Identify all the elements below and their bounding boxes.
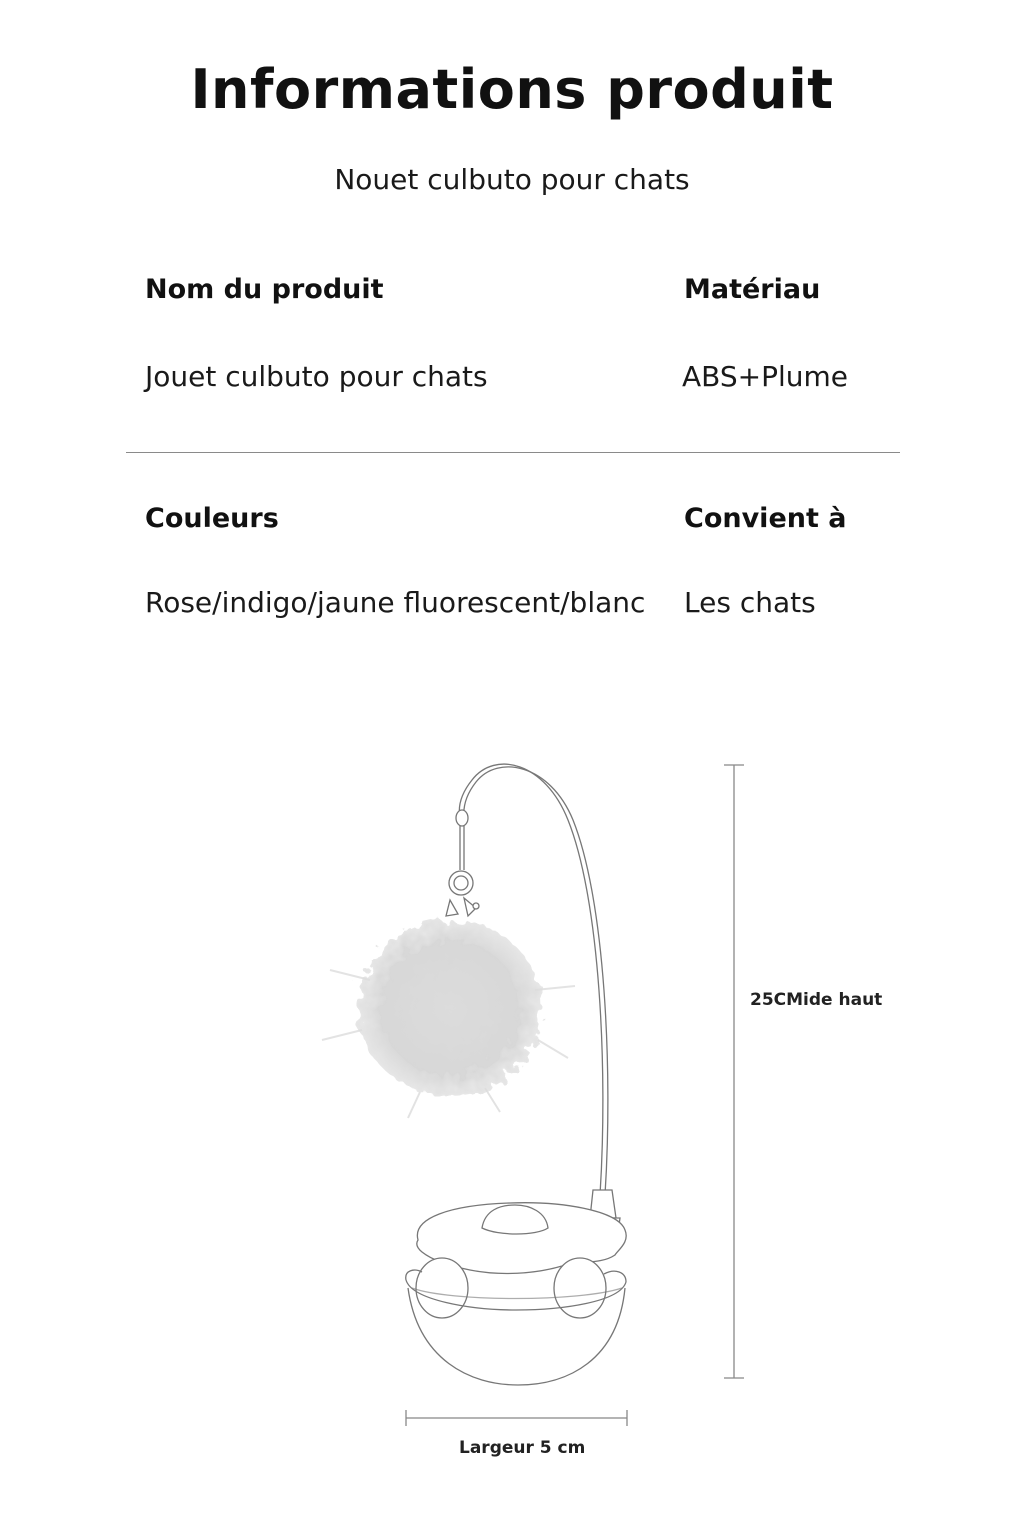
spec-suitable-value: Les chats bbox=[684, 586, 816, 619]
page-title: Informations produit bbox=[190, 58, 834, 121]
height-dimension-line bbox=[724, 765, 744, 1378]
feather-pompom bbox=[322, 920, 575, 1118]
spec-colors-label: Couleurs bbox=[145, 503, 279, 534]
spec-material-label: Matériau bbox=[684, 274, 821, 305]
spec-name-label: Nom du produit bbox=[145, 274, 384, 305]
hanging-chain bbox=[446, 810, 479, 916]
spec-suitable-label: Convient à bbox=[684, 503, 847, 534]
spec-colors-value: Rose/indigo/jaune fluorescent/blanc bbox=[145, 586, 646, 619]
spec-name-value: Jouet culbuto pour chats bbox=[145, 360, 488, 393]
height-label: 25CMide haut bbox=[750, 990, 883, 1010]
spec-material-value: ABS+Plume bbox=[682, 360, 849, 393]
width-dimension-line bbox=[406, 1410, 627, 1426]
page-subtitle: Nouet culbuto pour chats bbox=[334, 163, 690, 196]
section-divider bbox=[126, 452, 900, 453]
width-label: Largeur 5 cm bbox=[459, 1438, 586, 1458]
product-illustration bbox=[300, 740, 900, 1480]
